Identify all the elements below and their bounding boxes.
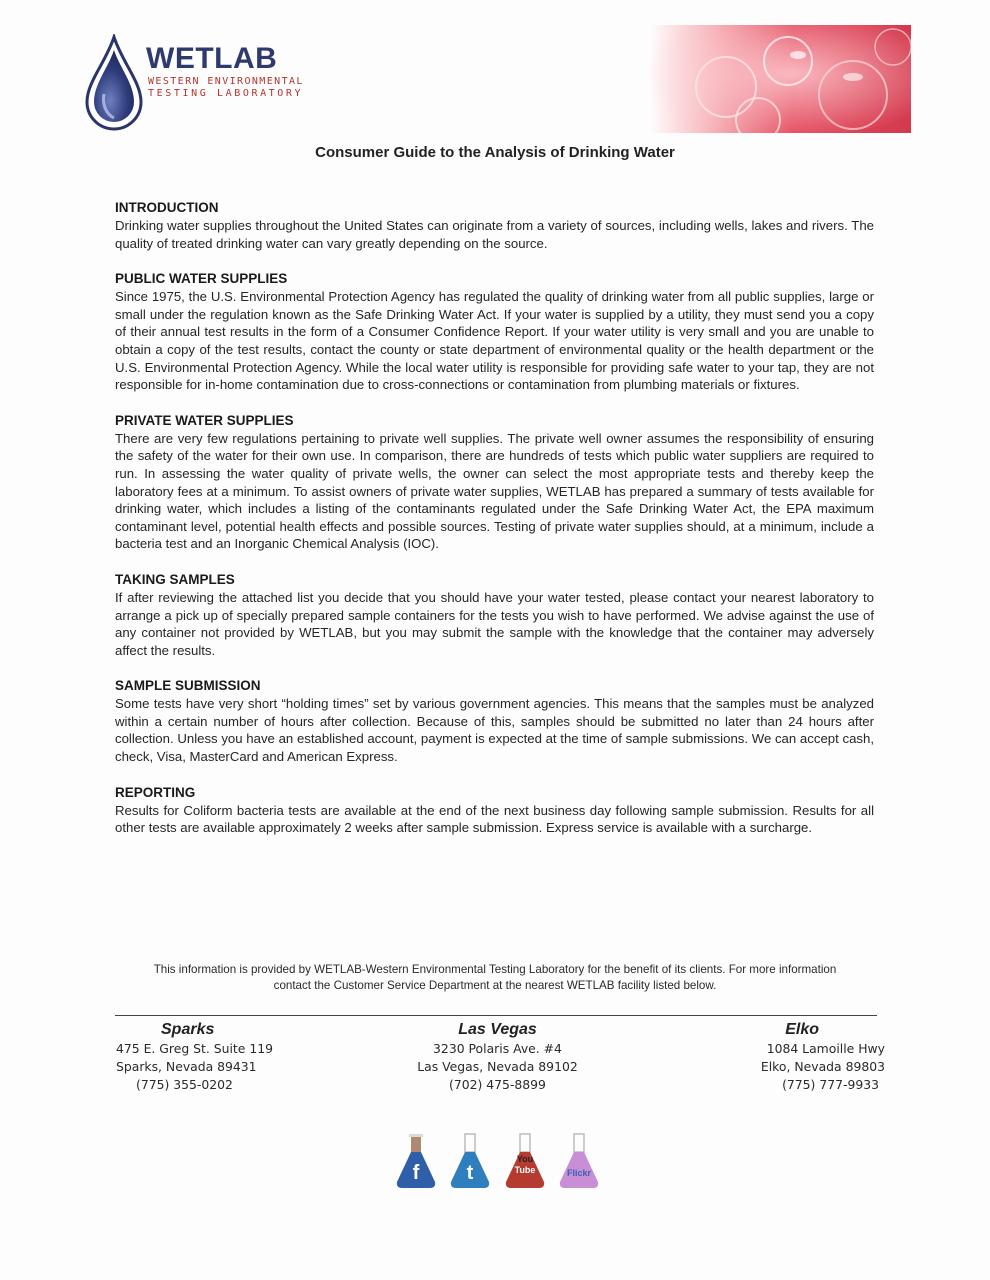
section-paragraph: If after reviewing the attached list you decide that you should have your water tested, please contact your nearest laboratory to arrange a pick up of specially prepared sample containers for the tests you wish to have performed. We advise against the use of any container not provided by WETLAB, but you may submit the sample with the knowledge that the container may adversely affect the results. [115, 589, 874, 658]
section-reporting [115, 784, 874, 837]
location-sparks [116, 1020, 276, 1094]
location-phone: (775) 355-0202 [136, 1077, 233, 1092]
section-heading: REPORTING [115, 784, 196, 800]
social-links [394, 1132, 604, 1192]
brand-subtitle-line1: WESTERN ENVIRONMENTAL [148, 76, 304, 87]
location-citystate: Elko, Nevada 89803 [760, 1059, 885, 1074]
section-paragraph: Drinking water supplies throughout the United States can originate from a variety of sources, including wells, lakes and rivers. The quality of treated drinking water can vary greatly depending on the source. [115, 218, 874, 251]
section-private-water-supplies [115, 412, 874, 553]
header-photo-lab-glassware [648, 25, 911, 133]
water-drop-icon [84, 34, 144, 134]
facebook-glyph: f [412, 1162, 420, 1184]
footer-note [120, 962, 870, 994]
document-body [115, 199, 874, 855]
section-paragraph: There are very few regulations pertaining to private well supplies. The private well owner assumes the responsibility of ensuring the safety of the water for their own use. In comparison, there are hundreds of tests which public water suppliers are required to run. In assessing the water quality of private wells, the owner can select the most appropriate tests and thereby keep the laboratory fees at a minimum. To assist owners of private water supplies, WETLAB has prepared a summary of tests available for drinking water, which includes a listing of the contaminants regulated under the Safe Drinking Water Act, the EPA maximum contaminant level, potential health effects and possible sources. Testing of private water supplies should, at a minimum, include a bacteria test and an Inorganic Chemical Analysis (IOC). [115, 430, 874, 552]
wetlab-logo [84, 34, 304, 134]
section-paragraph: Since 1975, the U.S. Environmental Protection Agency has regulated the quality of drinking water from all public supplies, large or small under the regulation known as the Safe Drinking Water Act. If your water is supplied by a utility, they must send you a copy of their annual test results in the form of a Consumer Confidence Report. If your water utility is very small and you are unable to obtain a copy of the test results, contact the county or state department of environmental quality or the health department or the U.S. Environmental Protection Agency. While the local water utility is responsible for providing safe water to your tap, they are not responsible for in-home contamination due to cross-connections or contamination from plumbing materials or fixtures. [115, 289, 874, 393]
section-heading: TAKING SAMPLES [115, 571, 235, 587]
location-phone: (702) 475-8899 [449, 1077, 546, 1092]
section-sample-submission [115, 677, 874, 765]
brand-name: WETLAB [146, 42, 278, 75]
section-paragraph: Results for Coliform bacteria tests are available at the end of the next business day following sample submission. Results for all other tests are available approximately 2 weeks after sample submission. Express service is available with a surcharge. [115, 802, 874, 836]
section-heading: INTRODUCTION [115, 200, 219, 215]
brand-subtitle-line2: TESTING LABORATORY [148, 88, 304, 99]
facebook-icon[interactable] [394, 1132, 438, 1190]
location-citystate: Las Vegas, Nevada 89102 [417, 1059, 578, 1074]
section-paragraph: Some tests have very short “holding times” set by various government agencies. This means that the samples must be analyzed within a certain number of hours after collection. Because of this, samples should be submitted no later than 24 hours after collection. Unless you have an established account, payment is expected at the time of sample submissions. We can accept cash, check, Visa, MasterCard and American Express. [115, 696, 874, 765]
location-citystate: Sparks, Nevada 89431 [116, 1059, 257, 1074]
flickr-glyph: Flickr [566, 1168, 591, 1178]
twitter-glyph: t [466, 1162, 474, 1184]
section-heading: SAMPLE SUBMISSION [115, 678, 261, 694]
section-taking-samples [115, 571, 874, 659]
location-las-vegas [410, 1020, 585, 1094]
section-heading: PRIVATE WATER SUPPLIES [115, 412, 294, 428]
location-street: 475 E. Greg St. Suite 119 [116, 1041, 273, 1056]
footer-divider [115, 1015, 877, 1016]
location-elko [740, 1020, 885, 1094]
location-city: Sparks [161, 1021, 215, 1038]
section-heading: PUBLIC WATER SUPPLIES [115, 271, 288, 287]
footer-note-line2: contact the Customer Service Department at the nearest WETLAB facility listed below. [273, 979, 717, 992]
footer-note-line1: This information is provided by WETLAB-Western Environmental Testing Laboratory for the benefit of its clients. For more information [153, 963, 837, 976]
document-title: Consumer Guide to the Analysis of Drinking Water [315, 144, 675, 161]
section-public-water-supplies [115, 270, 874, 394]
location-street: 3230 Polaris Ave. #4 [433, 1041, 562, 1056]
section-introduction [115, 199, 874, 252]
twitter-icon[interactable] [448, 1132, 492, 1190]
flickr-icon[interactable] [557, 1132, 601, 1190]
location-city: Las Vegas [458, 1021, 537, 1038]
location-street: 1084 Lamoille Hwy [766, 1041, 885, 1056]
youtube-glyph-top: You [516, 1154, 534, 1164]
location-phone: (775) 777-9933 [782, 1077, 879, 1092]
youtube-icon[interactable] [503, 1132, 547, 1190]
youtube-glyph-bottom: Tube [514, 1165, 536, 1175]
location-city: Elko [785, 1021, 819, 1038]
